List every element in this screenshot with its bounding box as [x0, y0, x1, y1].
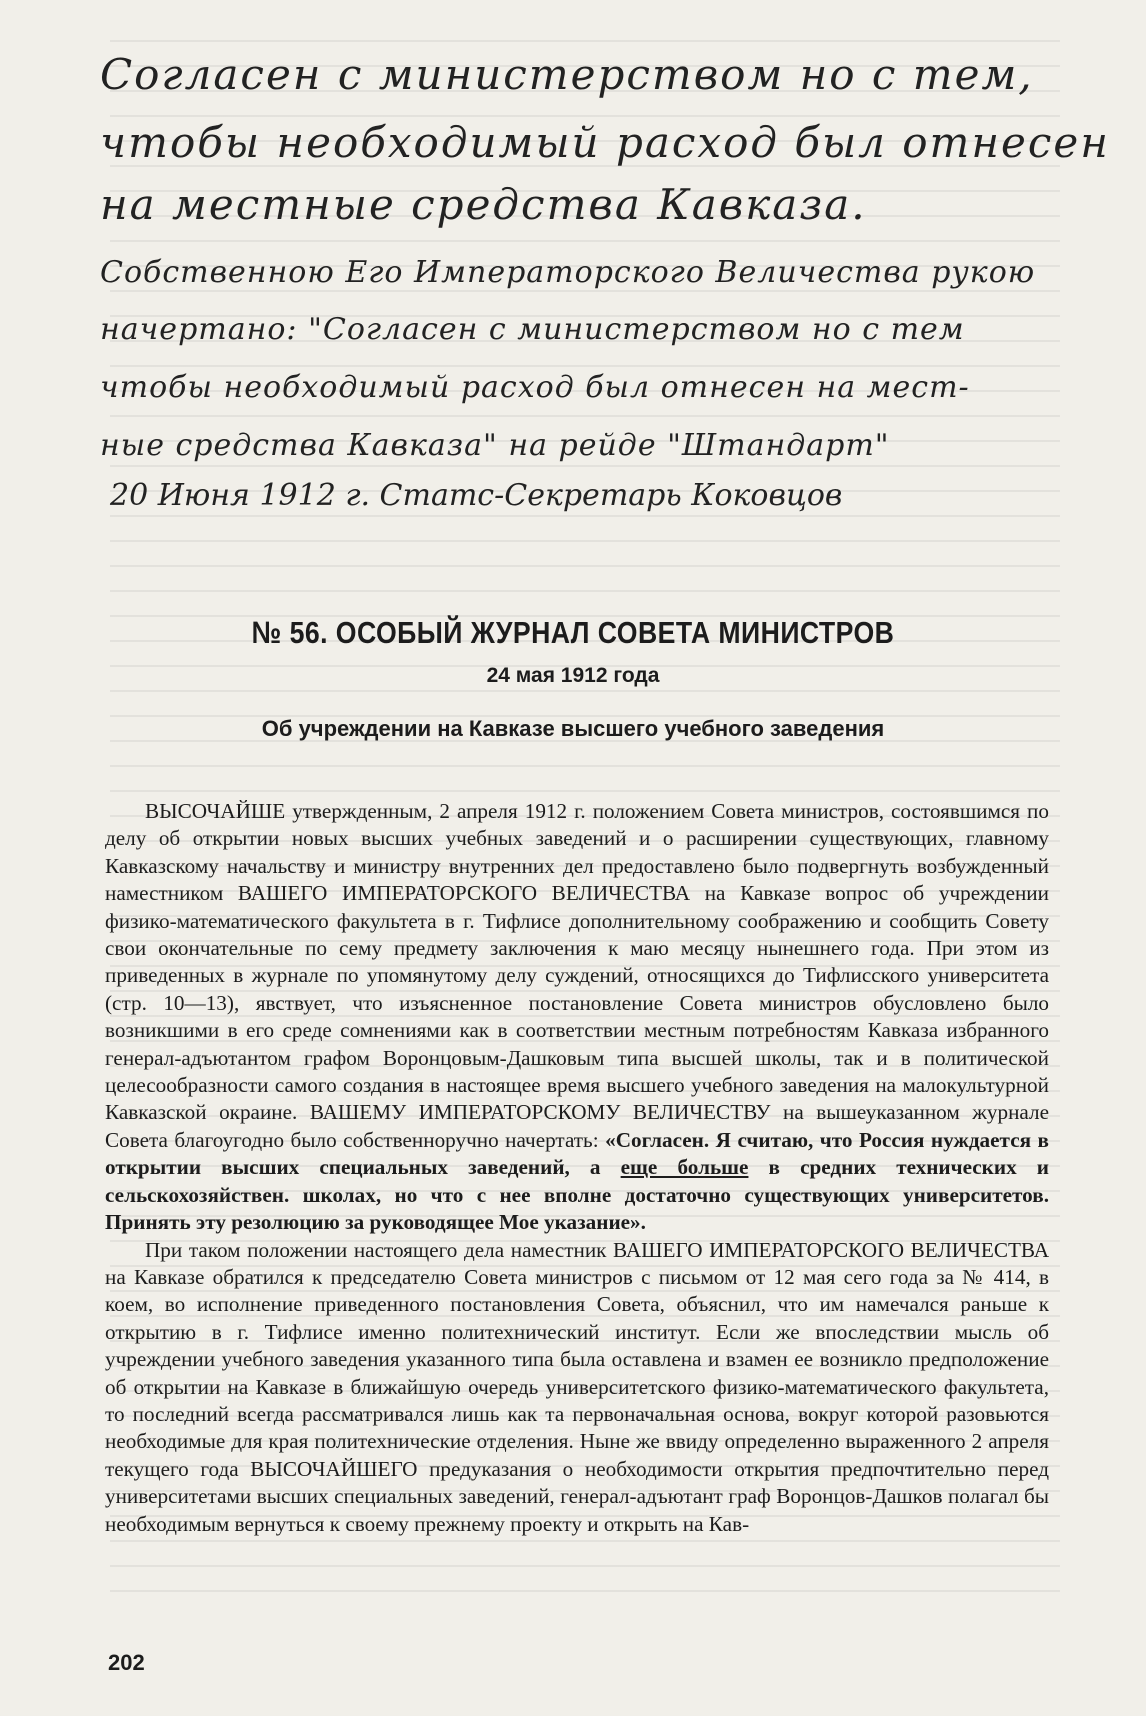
handwritten-line: Согласен с министерством но с тем, [100, 50, 1034, 99]
handwritten-date-signature: 20 Июня 1912 г. Статс-Секретарь Коковцов [110, 478, 843, 513]
paragraph-1 [105, 798, 1049, 1237]
handwritten-annotation-line: чтобы необходимый расход был отнесен на мест- [100, 370, 970, 405]
page-number: 202 [108, 1650, 145, 1675]
resolution-underlined: еще больше [620, 1155, 749, 1180]
document-body [105, 798, 1049, 1538]
document-title: № 56. ОСОБЫЙ ЖУРНАЛ СОВЕТА МИНИСТРОВ [251, 615, 895, 650]
handwritten-annotation-line: начертано: "Согласен с министерством но с тем [100, 312, 965, 347]
handwritten-line: чтобы необходимый расход был отнесен [100, 118, 1110, 167]
handwritten-annotation-line: Собственною Его Императорского Величества рукою [100, 255, 1036, 290]
resolution-quote-part-2: в средних технических и сельскохозяйствен. школах, но что с нее вполне достаточно существующих университетов. Принять эту резолюцию за руководящее Мое указание». [105, 1155, 1049, 1235]
paragraph-1-text: ВЫСОЧАЙШЕ утвержденным, 2 апреля 1912 г. положением Совета министров, состоявшимся по делу об открытии новых высших учебных заведений и о расширении существующих, главному Кавказскому начальству и министру внутренних дел предоставлено было подвергнуть возбужденный наместником ВАШЕГО ИМПЕРАТОРСКОГО ВЕЛИЧЕСТВА на Кавказе вопрос об учреждении физико-математического факультета в г. Тифлисе дополнительному соображению и сообщить Совету свои окончательные по сему предмету заключения к маю месяцу нынешнего года. При этом из приведенных в журнале по упомянутому делу суждений, относящихся до Тифлисского университета (стр. 10—13), явствует, что изъясненное постановление Совета министров обусловлено было возникшими в его среде сомнениями как в соответствии местным потребностям Кавказа избранного генерал-адъютантом графом Воронцовым-Дашковым типа высшей школы, так и в политической целесообразности самого создания в настоящее время высшего учебного заведения на малокультурной Кавказской окраине. ВАШЕМУ ИМПЕРАТОРСКОМУ ВЕЛИЧЕСТВУ на вышеуказанном журнале Совета благоугодно было собственноручно начертать: [105, 799, 1049, 1152]
paragraph-2: При таком положении настоящего дела наместник ВАШЕГО ИМПЕРАТОРСКОГО ВЕЛИЧЕСТВА на Кавказе обратился к председателю Совета министров с письмом от 12 мая сего года за № 414, в коем, во исполнение приведенного постановления Совета, объяснил, что им намечался раньше к открытию в г. Тифлисе именно политехнический институт. Если же впоследствии мысль об учреждении учебного заведения указанного типа была оставлена и взамен ее возникло предположение об открытии на Кавказе в ближайшую очередь университетского физико-математического факультета, то последний всегда рассматривался лишь как та первоначальная основа, вокруг которой разовьются необходимые для края политехнические отделения. Ныне же ввиду определенно выраженного 2 апреля текущего года ВЫСОЧАЙШЕГО предуказания о необходимости открытия предпочтительно перед университетами высших специальных заведений, генерал-адъютант граф Воронцов-Дашков полагал бы необходимым вернуться к своему прежнему проекту и открыть на Кав- [105, 1237, 1049, 1536]
document-subtitle: Об учреждении на Кавказе высшего учебного заведения [261, 716, 885, 741]
document-date: 24 мая 1912 года [486, 664, 660, 687]
handwritten-resolution [100, 30, 1110, 513]
handwritten-annotation-line: ные средства Кавказа" на рейде "Штандарт" [100, 428, 890, 463]
handwritten-line: на местные средства Кавказа. [100, 180, 867, 229]
resolution-quote-part-1: «Согласен. Я считаю, что Россия нуждается в открытии высших специальных заведений, а [105, 1127, 1049, 1180]
